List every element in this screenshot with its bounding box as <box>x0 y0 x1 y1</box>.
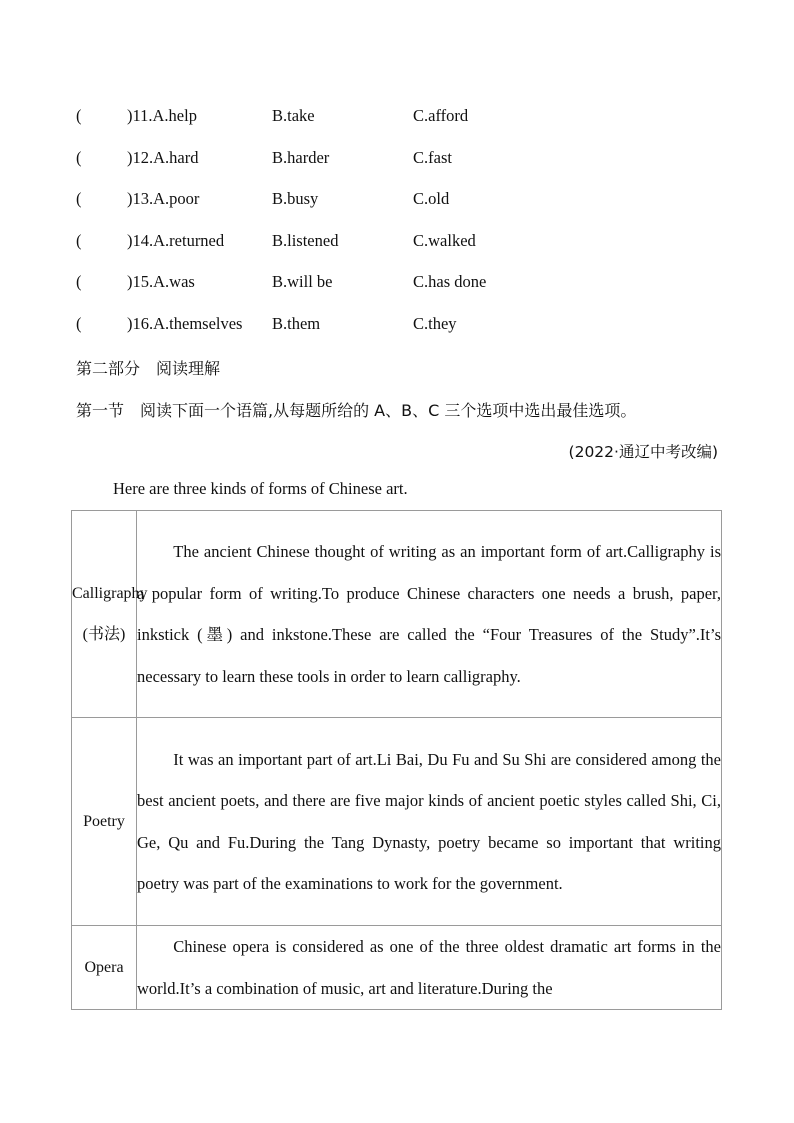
paragraph: Chinese opera is considered as one of the three oldest dramatic art forms in the world.It’s a combination of music, art and literature.During the <box>137 937 721 998</box>
answer-paren: ( <box>76 189 82 209</box>
option-b: B.listened <box>272 230 339 250</box>
option-a: )16.A.themselves <box>127 313 243 333</box>
answer-paren: ( <box>76 147 82 167</box>
section-title: 第一节 阅读下面一个语篇,从每题所给的 A、B、C 三个选项中选出最佳选项。 <box>76 401 637 420</box>
table-row <box>72 926 722 1010</box>
question-row <box>76 104 716 146</box>
question-list <box>76 104 716 354</box>
option-b: B.harder <box>272 147 330 167</box>
answer-paren: ( <box>76 230 82 250</box>
row-label-calligraphy: Calligraphy (书法) <box>72 511 137 718</box>
option-a: )12.A.hard <box>127 147 199 167</box>
row-text-poetry <box>137 718 722 926</box>
option-c: C.walked <box>413 230 476 250</box>
table-row <box>72 511 722 718</box>
passage-intro: Here are three kinds of forms of Chinese art. <box>113 479 408 498</box>
option-c: C.old <box>413 189 450 209</box>
option-a: )14.A.returned <box>127 230 225 250</box>
option-c: C.fast <box>413 147 452 167</box>
table-row <box>72 718 722 926</box>
option-a: )13.A.poor <box>127 189 200 209</box>
question-row <box>76 312 716 354</box>
paragraph: The ancient Chinese thought of writing as an important form of art.Calligraphy is a popular form of writing.To produce Chinese characters one needs a brush, paper, inkstick (墨) and inkstone.These are called the “Four Treasures of the Study”.It’s necessary to learn these tools in order to learn calligraphy. <box>137 542 721 686</box>
option-b: B.them <box>272 313 321 333</box>
art-forms-table <box>71 510 722 1010</box>
answer-paren: ( <box>76 106 82 125</box>
question-row <box>76 187 716 229</box>
option-c: C.has done <box>413 272 487 292</box>
option-a: )15.A.was <box>127 272 195 292</box>
part-title: 第二部分 阅读理解 <box>76 359 221 378</box>
option-c: C.they <box>413 313 457 333</box>
source-note: (2022·通辽中考改编) <box>568 443 718 461</box>
question-row <box>76 229 716 271</box>
answer-paren: ( <box>76 313 82 333</box>
option-c: C.afford <box>413 106 469 125</box>
option-b: B.take <box>272 106 315 125</box>
option-a: )11.A.help <box>127 106 197 125</box>
row-label-opera: Opera <box>72 926 137 1010</box>
row-label-poetry: Poetry <box>72 718 137 926</box>
question-row <box>76 270 716 312</box>
option-b: B.will be <box>272 272 333 292</box>
row-text-opera <box>137 926 722 1010</box>
question-row <box>76 146 716 188</box>
answer-paren: ( <box>76 272 82 292</box>
row-text-calligraphy <box>137 511 722 718</box>
paragraph: It was an important part of art.Li Bai, Du Fu and Su Shi are considered among the best ancient poets, and there are five major kinds of ancient poetic styles called Shi, Ci, Ge, Qu and Fu.During the Tang Dynasty, poetry became so important that writing poetry was part of the examinations to work for the government. <box>137 749 721 893</box>
option-b: B.busy <box>272 189 319 209</box>
